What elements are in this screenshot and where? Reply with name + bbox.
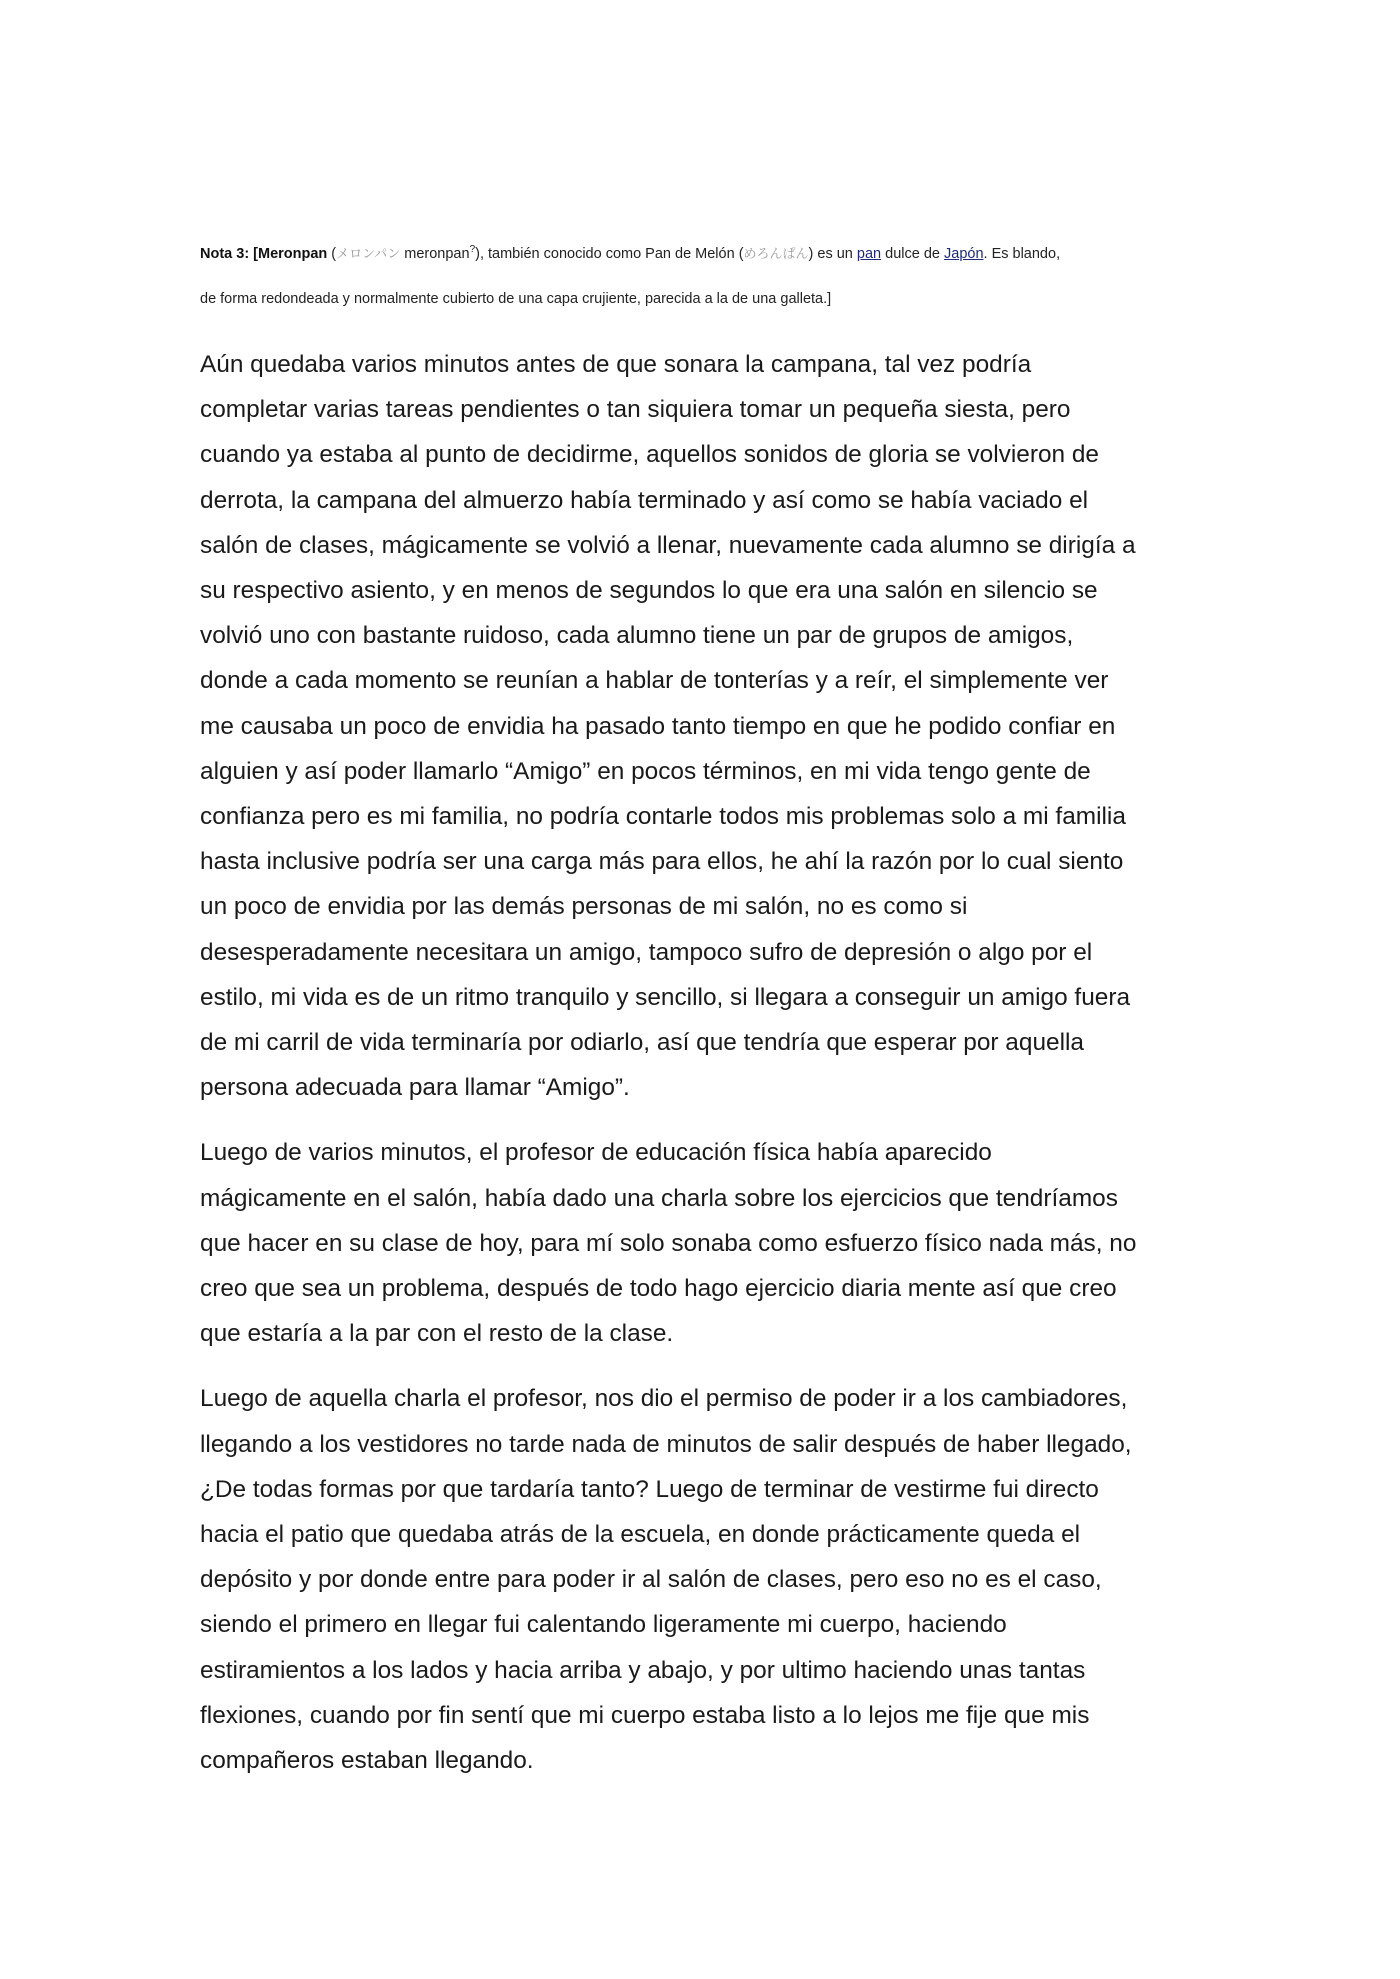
text-line: depósito y por donde entre para poder ir al salón de clases, pero eso no es el caso, xyxy=(200,1566,1102,1594)
text-line: flexiones, cuando por fin sentí que mi cuerpo estaba listo a lo lejos me fije que mis xyxy=(200,1701,1090,1729)
link-japon[interactable]: Japón xyxy=(944,246,984,262)
paragraph-2 xyxy=(200,1130,1200,1356)
text-line: alguien y así poder llamarlo “Amigo” en pocos términos, en mi vida tengo gente de xyxy=(200,757,1091,785)
text-line: ¿De todas formas por que tardaría tanto? Luego de terminar de vestirme fui directo xyxy=(200,1475,1099,1503)
text-line: completar varias tareas pendientes o tan siquiera tomar un pequeña siesta, pero xyxy=(200,396,1071,424)
text-line: Aún quedaba varios minutos antes de que sonara la campana, tal vez podría xyxy=(200,351,1032,378)
text-line: cuando ya estaba al punto de decidirme, aquellos sonidos de gloria se volvieron de xyxy=(200,441,1099,469)
text-line: siendo el primero en llegar fui calentando ligeramente mi cuerpo, haciendo xyxy=(200,1611,1007,1639)
text-line: persona adecuada para llamar “Amigo”. xyxy=(200,1074,630,1102)
link-pan[interactable]: pan xyxy=(856,246,882,262)
katakana-term: メロンパン xyxy=(336,247,401,262)
text-line: volvió uno con bastante ruidoso, cada alumno tiene un par de grupos de amigos, xyxy=(200,622,1074,650)
text-line: estiramientos a los lados y hacia arriba y abajo, y por ultimo haciendo unas tantas xyxy=(200,1656,1086,1684)
text-line: compañeros estaban llegando. xyxy=(200,1747,534,1775)
text-line: un poco de envidia por las demás personas de mi salón, no es como si xyxy=(200,893,968,921)
text-line: que estaría a la par con el resto de la clase. xyxy=(200,1320,674,1348)
romaji-term: meronpan xyxy=(400,246,470,262)
text-line: derrota, la campana del almuerzo había terminado y así como se había vaciado el xyxy=(200,486,1089,514)
help-superscript[interactable]: ? xyxy=(469,244,476,256)
text-line: llegando a los vestidores no tarde nada de minutos de salir después de haber llegado, xyxy=(200,1430,1132,1458)
text-line: que hacer en su clase de hoy, para mí solo sonaba como esfuerzo físico nada más, no xyxy=(200,1229,1137,1257)
footnote-title: [Meronpan xyxy=(253,246,328,262)
text-line: confianza pero es mi familia, no podría contarle todos mis problemas solo a mi familia xyxy=(200,803,1126,831)
text-line: de mi carril de vida terminaría por odiarlo, así que tendría que esperar por aquella xyxy=(200,1029,1084,1057)
text-line: estilo, mi vida es de un ritmo tranquilo y sencillo, si llegara a conseguir un amigo fuera xyxy=(200,983,1131,1011)
hiragana-term: めろんぱん xyxy=(743,247,809,262)
text-line: Luego de aquella charla el profesor, nos dio el permiso de poder ir a los cambiadores, xyxy=(200,1385,1128,1413)
text-line: salón de clases, mágicamente se volvió a llenar, nuevamente cada alumno se dirigía a xyxy=(200,531,1136,559)
text-line: Luego de varios minutos, el profesor de educación física había aparecido xyxy=(200,1139,992,1167)
text-line: su respectivo asiento, y en menos de segundos lo que era una salón en silencio se xyxy=(200,577,1098,605)
footnote xyxy=(200,232,1200,322)
document-page xyxy=(200,232,1200,1803)
text-line: hasta inclusive podría ser una carga más para ellos, he ahí la razón por lo cual siento xyxy=(200,848,1124,876)
text-line: mágicamente en el salón, había dado una charla sobre los ejercicios que tendríamos xyxy=(200,1184,1118,1212)
text-line: hacia el patio que quedaba atrás de la escuela, en donde prácticamente queda el xyxy=(200,1521,1081,1549)
footnote-line-2: de forma redondeada y normalmente cubierto de una capa crujiente, parecida a la de una galleta.] xyxy=(200,291,832,307)
text-line: desesperadamente necesitara un amigo, tampoco sufro de depresión o algo por el xyxy=(200,938,1093,966)
footnote-label: Nota 3: xyxy=(200,246,254,262)
paragraph-3 xyxy=(200,1376,1200,1783)
text-line: creo que sea un problema, después de todo hago ejercicio diaria mente así que creo xyxy=(200,1275,1117,1303)
text-line: donde a cada momento se reunían a hablar de tonterías y a reír, el simplemente ver xyxy=(200,667,1109,695)
text-line: me causaba un poco de envidia ha pasado tanto tiempo en que he podido confiar en xyxy=(200,712,1116,740)
paragraph-1 xyxy=(200,342,1200,1110)
footnote-line-1: Nota 3: [Meronpan (メロンパン meronpan?), también conocido como Pan de Melón (めろんぱん) es un pan dulce de Japón. Es blando, xyxy=(200,244,1061,262)
